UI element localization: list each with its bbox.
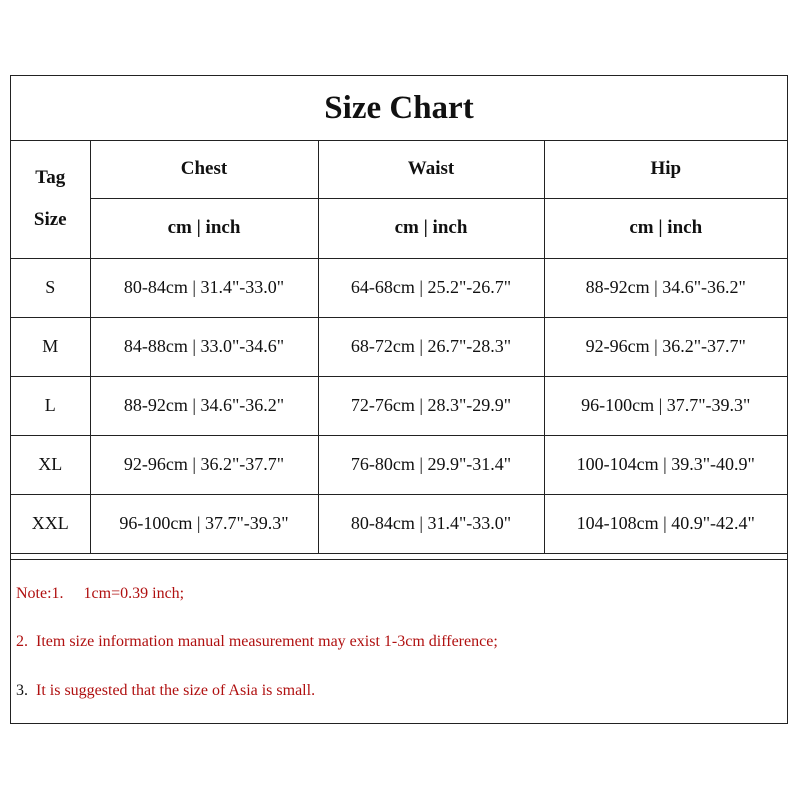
table-row [11, 258, 787, 317]
hip-header: Hip [544, 140, 787, 198]
size-label: Size [33, 208, 67, 230]
header-row [11, 140, 787, 198]
chest-cell: 80-84cm | 31.4"-33.0" [90, 258, 318, 317]
unit-row [11, 198, 787, 258]
chest-cell: 84-88cm | 33.0"-34.6" [90, 317, 318, 376]
note-text: 1cm=0.39 inch; [83, 585, 185, 602]
chest-header: Chest [90, 140, 318, 198]
waist-cell: 80-84cm | 31.4"-33.0" [318, 494, 544, 553]
note-item [16, 585, 184, 603]
hip-cell: 88-92cm | 34.6"-36.2" [544, 258, 787, 317]
size-cell: XL [11, 435, 90, 494]
size-cell: XXL [11, 494, 90, 553]
chest-unit: cm | inch [90, 198, 318, 258]
note-text: Item size information manual measurement may exist 1-3cm difference; [36, 633, 498, 650]
note-item [16, 682, 315, 700]
size-cell: M [11, 317, 90, 376]
chest-cell: 92-96cm | 36.2"-37.7" [90, 435, 318, 494]
size-cell: L [11, 376, 90, 435]
size-cell: S [11, 258, 90, 317]
hip-cell: 92-96cm | 36.2"-37.7" [544, 317, 787, 376]
tag-size-header [11, 140, 90, 258]
hip-unit: cm | inch [544, 198, 787, 258]
notes-section [11, 559, 787, 723]
waist-cell: 72-76cm | 28.3"-29.9" [318, 376, 544, 435]
tag-label: Tag [35, 166, 66, 188]
table-row [11, 494, 787, 553]
hip-cell: 96-100cm | 37.7"-39.3" [544, 376, 787, 435]
hip-cell: 100-104cm | 39.3"-40.9" [544, 435, 787, 494]
waist-cell: 76-80cm | 29.9"-31.4" [318, 435, 544, 494]
waist-cell: 68-72cm | 26.7"-28.3" [318, 317, 544, 376]
chest-cell: 96-100cm | 37.7"-39.3" [90, 494, 318, 553]
note-text: It is suggested that the size of Asia is small. [36, 682, 316, 699]
note-number: Note:1. [16, 585, 64, 602]
size-chart [10, 75, 788, 724]
note-number: 3. [16, 682, 28, 699]
waist-unit: cm | inch [318, 198, 544, 258]
chart-title: Size Chart [11, 76, 787, 141]
waist-cell: 64-68cm | 25.2"-26.7" [318, 258, 544, 317]
hip-cell: 104-108cm | 40.9"-42.4" [544, 494, 787, 553]
table-row [11, 317, 787, 376]
chest-cell: 88-92cm | 34.6"-36.2" [90, 376, 318, 435]
size-table [11, 140, 787, 554]
table-row [11, 376, 787, 435]
waist-header: Waist [318, 140, 544, 198]
note-number: 2. [16, 633, 28, 650]
note-item [16, 633, 498, 651]
table-row [11, 435, 787, 494]
